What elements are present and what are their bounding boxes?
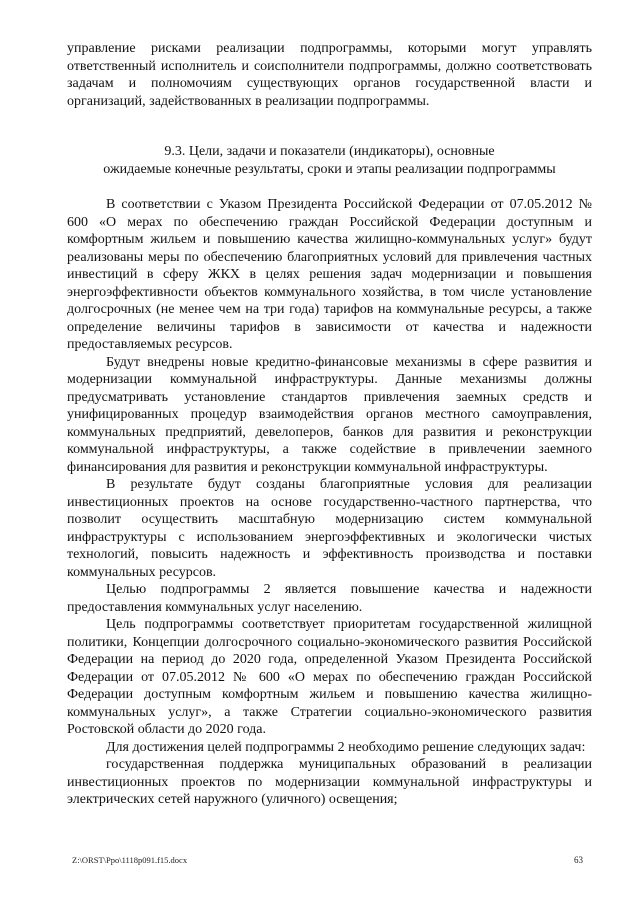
footer-file-path: Z:\ORST\Ppo\1118p091.f15.docx (72, 855, 188, 865)
paragraph-results: В результате будут созданы благоприятные условия для реализации инвестиционных проектов на основе государственно-частного партнерства, что позволит осуществить масштабную модернизацию систем коммунальной инфраструктуры с использованием энергоэффективных и экологически чистых технологий, повысить надежность и эффективность производства и поставки коммунальных ресурсов. (67, 477, 592, 580)
paragraph-decree: В соответствии с Указом Президента Российской Федерации от 07.05.2012 № 600 «О мерах по обеспечению граждан Российской Федерации доступным и комфортным жильем и повышению качества жилищно-коммунальных услуг» будут реализованы меры по обеспечению благоприятных условий для привлечения частных инвестиций в сферу ЖКХ в целях решения задач модернизации и повышения энергоэффективности объектов коммунального хозяйства, в том числе установление долгосрочных (не менее чем на три года) тарифов на коммунальные ресурсы, а также определение величины тарифов в зависимости от качества и надежности предоставляемых ресурсов. (67, 197, 592, 352)
paragraph-priorities: Цель подпрограммы соответствует приоритетам государственной жилищной политики, Концепции долгосрочного социально-экономического развития Российской Федерации на период до 2020 года, определенной Указом Президента Российской Федерации от 07.05.2012 № 600 «О мерах по обеспечению граждан Российской Федерации доступным комфортным жильем и повышению качества жилищно-коммунальных услуг», а также Стратегии социально-экономического развития Ростовской области до 2020 года. (67, 617, 592, 737)
paragraph-goal: Целью подпрограммы 2 является повышение качества и надежности предоставления коммунальных услуг населению. (67, 582, 592, 615)
section-heading-line1: 9.3. Цели, задачи и показатели (индикаторы), основные (164, 144, 495, 159)
intro-block (67, 40, 592, 110)
paragraph-mechanisms: Будут внедрены новые кредитно-финансовые механизмы в сфере развития и модернизации коммунальной инфраструктуры. Данные механизмы должны предусматривать установление стандартов привлечения заемных средств и унифицированных процедур взаимодействия органов местного самоуправления, коммунальных предприятий, девелоперов, банков для развития и реконструкции коммунальной инфраструктуры, а также содействие в привлечении заемного финансирования для развития и реконструкции коммунальной инфраструктуры. (67, 354, 592, 475)
section-heading (67, 143, 592, 178)
page-number: 63 (574, 855, 583, 865)
paragraph-task-1: государственная поддержка муниципальных образований в реализации инвестиционных проектов по модернизации коммунальной инфраструктуры и электрических сетей наружного (уличного) освещения; (67, 757, 592, 807)
paragraph-tasks-intro: Для достижения целей подпрограммы 2 необходимо решение следующих задач: (106, 739, 586, 755)
section-heading-line2: ожидаемые конечные результаты, сроки и этапы реализации подпрограммы (103, 161, 556, 177)
intro-paragraph: управление рисками реализации подпрограммы, которыми могут управлять ответственный исполнитель и соисполнители подпрограммы, должно соответствовать задачам и полномочиям существующих органов государственной власти и организаций, задействованных в реализации подпрограммы. (67, 41, 592, 109)
main-text (67, 196, 592, 809)
